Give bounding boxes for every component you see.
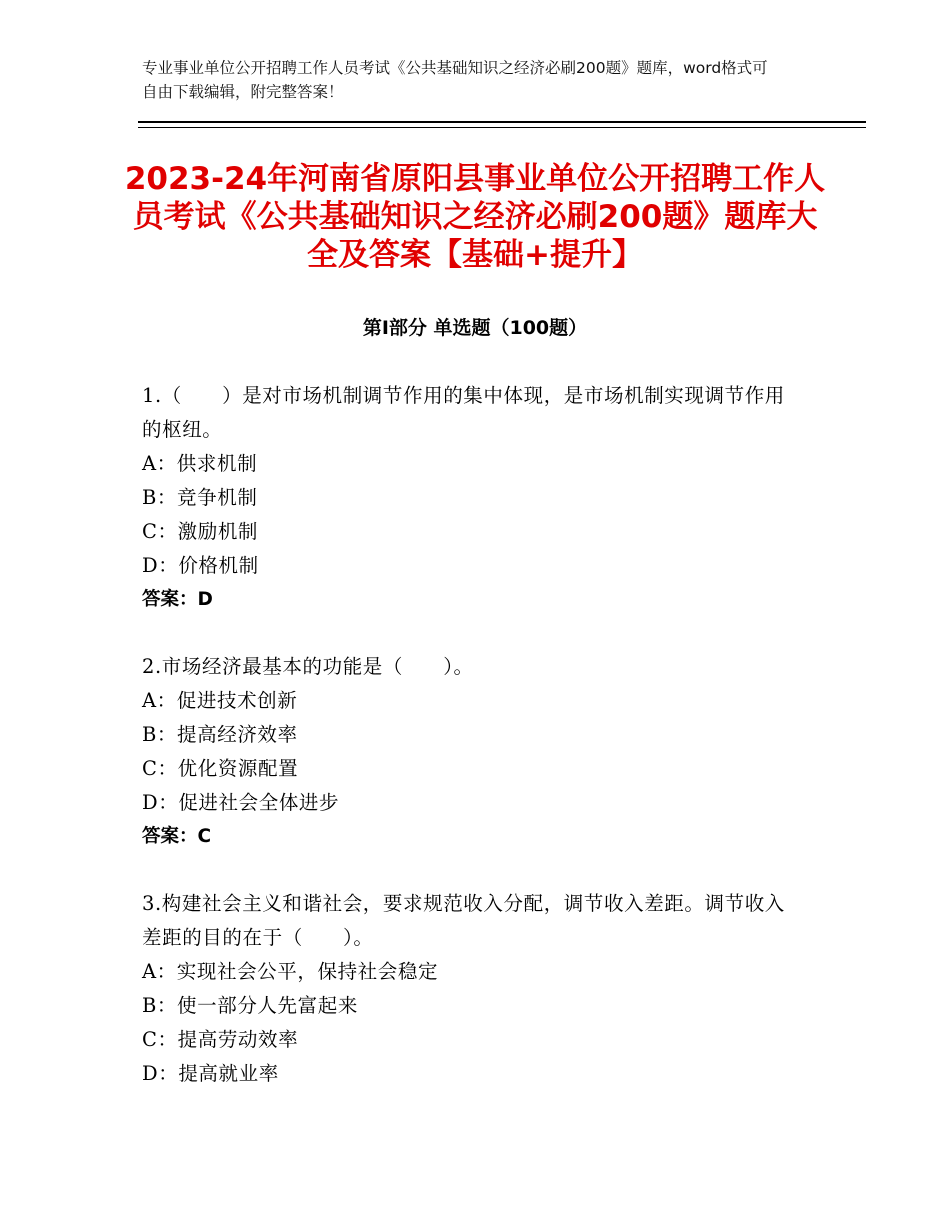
option-c: C：激励机制 (142, 520, 259, 543)
question-3 (142, 887, 802, 1091)
question-stem: 1.（ ）是对市场机制调节作用的集中体现，是市场机制实现调节作用的枢纽。 (142, 384, 785, 441)
option-b: B：提高经济效率 (142, 723, 298, 746)
option-b: B：竞争机制 (142, 486, 258, 509)
question-2 (142, 650, 802, 854)
question-stem: 2.市场经济最基本的功能是（ ）。 (142, 655, 474, 678)
page-title: 2023-24年河南省原阳县事业单位公开招聘工作人员考试《公共基础知识之经济必刷200题》题库大全及答案【基础+提升】 (124, 161, 826, 273)
section-title: 第Ⅰ部分 单选题（100题） (362, 317, 588, 339)
option-c: C：提高劳动效率 (142, 1028, 299, 1051)
header-rule-thin (138, 127, 866, 128)
question-1 (142, 379, 802, 617)
option-a: A：实现社会公平，保持社会稳定 (142, 960, 439, 983)
question-list (142, 379, 802, 1091)
option-a: A：促进技术创新 (142, 689, 298, 712)
option-b: B：使一部分人先富起来 (142, 994, 358, 1017)
question-stem: 3.构建社会主义和谐社会，要求规范收入分配，调节收入差距。调节收入差距的目的在于（ ）。 (142, 892, 785, 949)
header-rule-thick (138, 121, 866, 123)
option-d: D：提高就业率 (142, 1062, 279, 1085)
option-d: D：促进社会全体进步 (142, 791, 340, 814)
option-c: C：优化资源配置 (142, 757, 299, 780)
option-a: A：供求机制 (142, 452, 258, 475)
answer-line: 答案：C (142, 826, 212, 847)
header-note: 专业事业单位公开招聘工作人员考试《公共基础知识之经济必刷200题》题库，word格式可自由下载编辑，附完整答案！ (142, 59, 768, 101)
answer-line: 答案：D (142, 589, 213, 610)
option-d: D：价格机制 (142, 554, 259, 577)
